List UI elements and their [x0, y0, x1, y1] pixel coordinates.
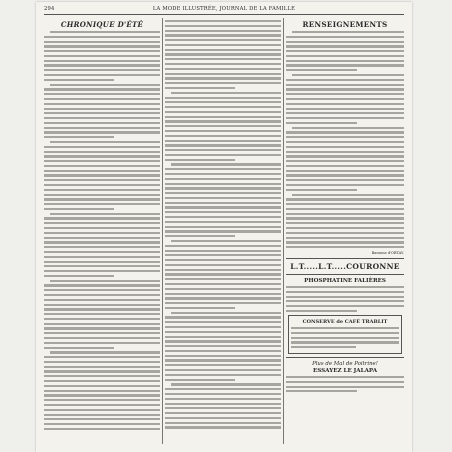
text-line	[50, 280, 160, 282]
text-line	[44, 74, 160, 76]
text-line	[165, 302, 281, 304]
text-line	[44, 189, 160, 191]
text-line	[292, 74, 404, 76]
text-line	[165, 316, 281, 318]
text-line	[44, 88, 160, 90]
text-line	[165, 393, 281, 395]
journal-title: LA MODE ILLUSTRÉE, JOURNAL DE LA FAMILLE	[152, 6, 296, 12]
newspaper-page	[36, 2, 412, 452]
text-line	[44, 131, 160, 133]
text-line	[50, 141, 160, 143]
text-line	[165, 168, 281, 170]
column-divider	[162, 18, 163, 444]
text-line	[44, 217, 160, 219]
text-line	[165, 230, 281, 232]
text-line	[44, 232, 160, 234]
text-line	[292, 194, 404, 196]
text-line	[44, 265, 160, 267]
text-line	[44, 155, 160, 157]
text-line	[44, 117, 160, 119]
text-line	[44, 146, 160, 148]
text-line	[165, 206, 281, 208]
text-line	[44, 275, 114, 277]
text-line	[44, 313, 160, 315]
text-line	[286, 305, 404, 307]
text-line	[286, 291, 404, 293]
text-line	[50, 84, 160, 86]
text-line	[165, 336, 281, 338]
text-line	[44, 356, 160, 358]
text-line	[165, 340, 281, 342]
text-line	[165, 154, 281, 156]
text-line	[171, 92, 281, 94]
text-line	[286, 84, 404, 86]
text-line	[165, 350, 281, 352]
text-line	[286, 286, 404, 288]
text-line	[286, 310, 357, 312]
text-line	[165, 58, 281, 60]
text-line	[286, 55, 404, 57]
text-line	[44, 198, 160, 200]
text-line	[44, 361, 160, 363]
text-line	[165, 178, 281, 180]
text-line	[44, 308, 160, 310]
text-line	[44, 165, 160, 167]
advertisement-cafe	[288, 315, 402, 354]
text-line	[165, 307, 235, 309]
text-line	[286, 390, 357, 392]
text-line	[165, 82, 281, 84]
text-line	[50, 213, 160, 215]
text-line	[165, 135, 281, 137]
text-line	[44, 108, 160, 110]
text-line	[286, 203, 404, 205]
text-line	[286, 64, 404, 66]
text-line	[165, 106, 281, 108]
text-line	[291, 341, 399, 343]
text-line	[286, 381, 404, 383]
text-line	[286, 232, 404, 234]
text-line	[165, 216, 281, 218]
text-line	[44, 366, 160, 368]
divider	[286, 274, 404, 275]
text-line	[286, 45, 404, 47]
text-line	[286, 112, 404, 114]
text-line	[165, 379, 235, 381]
text-line	[286, 213, 404, 215]
text-line	[44, 69, 160, 71]
text-line	[44, 327, 160, 329]
text-line	[286, 141, 404, 143]
text-line	[44, 241, 160, 243]
text-line	[44, 423, 160, 425]
text-line	[44, 208, 114, 210]
text-line	[286, 222, 404, 224]
text-line	[291, 346, 356, 348]
text-line	[165, 283, 281, 285]
text-line	[44, 380, 160, 382]
text-line	[286, 88, 404, 90]
text-line	[165, 422, 281, 424]
text-line	[286, 237, 404, 239]
text-line	[165, 359, 281, 361]
text-line	[44, 337, 160, 339]
text-line	[165, 221, 281, 223]
text-line	[44, 127, 160, 129]
text-line	[286, 69, 357, 71]
text-line	[44, 50, 160, 52]
text-line	[171, 163, 281, 165]
text-line	[165, 245, 281, 247]
text-line	[286, 198, 404, 200]
text-line	[44, 418, 160, 420]
text-line	[286, 79, 404, 81]
text-line	[165, 173, 281, 175]
text-line	[165, 345, 281, 347]
chronique-body	[44, 31, 160, 430]
text-line	[44, 160, 160, 162]
text-line	[44, 64, 160, 66]
text-line	[286, 136, 404, 138]
text-line	[286, 165, 404, 167]
text-line	[165, 63, 281, 65]
text-line	[44, 375, 160, 377]
column-divider	[283, 18, 284, 444]
text-line	[286, 296, 404, 298]
text-line	[44, 194, 160, 196]
text-line	[165, 226, 281, 228]
text-line	[44, 170, 160, 172]
text-line	[44, 299, 160, 301]
text-line	[165, 412, 281, 414]
text-line	[44, 103, 160, 105]
text-line	[165, 30, 281, 32]
text-line	[286, 60, 404, 62]
text-line	[165, 269, 281, 271]
text-line	[165, 25, 281, 27]
text-line	[291, 332, 399, 334]
text-line	[286, 98, 404, 100]
text-line	[165, 259, 281, 261]
text-line	[165, 369, 281, 371]
text-line	[165, 293, 281, 295]
text-line	[44, 45, 160, 47]
text-line	[165, 73, 281, 75]
column-continued	[165, 18, 281, 444]
text-line	[286, 386, 404, 388]
text-line	[165, 264, 281, 266]
text-line	[44, 222, 160, 224]
text-line	[165, 202, 281, 204]
text-line	[44, 93, 160, 95]
text-line	[44, 179, 160, 181]
text-line	[44, 347, 114, 349]
chronique-heading: CHRONIQUE D'ÉTÉ	[60, 20, 144, 29]
text-line	[286, 217, 404, 219]
text-line	[165, 125, 281, 127]
text-line	[165, 211, 281, 213]
text-line	[165, 278, 281, 280]
text-line	[44, 342, 160, 344]
text-line	[44, 284, 160, 286]
text-line	[165, 187, 281, 189]
text-line	[165, 183, 281, 185]
jalapa-body	[286, 376, 404, 393]
text-line	[165, 355, 281, 357]
text-line	[291, 337, 399, 339]
text-line	[165, 426, 281, 428]
text-line	[44, 246, 160, 248]
text-line	[44, 41, 160, 43]
text-line	[44, 122, 160, 124]
text-line	[292, 31, 404, 33]
text-line	[165, 192, 281, 194]
text-line	[171, 383, 281, 385]
text-line	[44, 55, 160, 57]
text-line	[286, 117, 404, 119]
text-line	[44, 98, 160, 100]
text-line	[50, 351, 160, 353]
divider	[286, 258, 404, 259]
text-line	[44, 261, 160, 263]
text-line	[286, 184, 404, 186]
renseignements-body	[286, 31, 404, 248]
text-line	[291, 327, 399, 329]
cafe-title: CONSERVE de CAFÉ TRABLIT	[302, 319, 388, 326]
text-line	[44, 318, 160, 320]
text-line	[44, 409, 160, 411]
text-line	[286, 241, 404, 243]
text-line	[286, 103, 404, 105]
text-line	[44, 270, 160, 272]
renseignements-heading: RENSEIGNEMENTS	[302, 20, 388, 29]
text-line	[165, 111, 281, 113]
text-line	[44, 428, 160, 430]
text-line	[165, 159, 235, 161]
text-line	[165, 403, 281, 405]
text-line	[44, 332, 160, 334]
text-line	[286, 122, 357, 124]
text-line	[165, 20, 281, 22]
text-line	[44, 404, 160, 406]
text-line	[286, 179, 404, 181]
text-line	[44, 370, 160, 372]
text-line	[44, 399, 160, 401]
text-line	[165, 321, 281, 323]
text-line	[286, 376, 404, 378]
text-line	[165, 388, 281, 390]
text-line	[286, 131, 404, 133]
text-line	[286, 227, 404, 229]
text-line	[165, 364, 281, 366]
column-renseignements	[286, 18, 404, 444]
cafe-body	[291, 327, 399, 348]
text-line	[286, 108, 404, 110]
text-line	[165, 326, 281, 328]
text-line	[286, 246, 404, 248]
text-line	[165, 77, 281, 79]
text-line	[44, 112, 160, 114]
text-line	[165, 235, 235, 237]
text-line	[286, 146, 404, 148]
text-line	[165, 87, 235, 89]
text-line	[44, 294, 160, 296]
renseignements-signature: Baronne d'ORTAY.	[371, 250, 404, 255]
text-line	[165, 97, 281, 99]
text-line	[165, 398, 281, 400]
column-chronique	[44, 18, 160, 444]
text-line	[44, 136, 114, 138]
text-line	[165, 374, 281, 376]
text-line	[44, 174, 160, 176]
text-line	[44, 203, 160, 205]
text-line	[44, 304, 160, 306]
text-line	[286, 155, 404, 157]
text-line	[165, 197, 281, 199]
text-line	[286, 160, 404, 162]
text-line	[165, 273, 281, 275]
text-line	[165, 101, 281, 103]
text-line	[165, 417, 281, 419]
text-line	[165, 250, 281, 252]
text-line	[44, 394, 160, 396]
text-line	[286, 300, 404, 302]
text-line	[44, 323, 160, 325]
phosphatine-body	[286, 286, 404, 312]
text-line	[165, 407, 281, 409]
page-header	[44, 5, 404, 15]
text-line	[165, 331, 281, 333]
text-line	[171, 312, 281, 314]
text-line	[44, 256, 160, 258]
text-line	[165, 68, 281, 70]
text-line	[50, 31, 160, 33]
advertisement-couronne: L.T.....L.T.....COURONNE	[290, 261, 400, 271]
text-line	[44, 251, 160, 253]
text-line	[286, 151, 404, 153]
text-line	[44, 390, 160, 392]
text-line	[292, 127, 404, 129]
text-line	[44, 289, 160, 291]
text-line	[44, 385, 160, 387]
text-line	[44, 60, 160, 62]
text-line	[165, 254, 281, 256]
text-line	[286, 208, 404, 210]
text-line	[165, 44, 281, 46]
text-line	[286, 170, 404, 172]
text-line	[165, 144, 281, 146]
text-line	[44, 237, 160, 239]
text-line	[286, 93, 404, 95]
advertisement-jalapa: ESSAYEZ LE JALAPA	[312, 367, 378, 374]
advertisement-jalapa-tagline: Plus de Mal de Poitrine!	[312, 360, 378, 367]
text-line	[165, 140, 281, 142]
text-line	[165, 130, 281, 132]
text-line	[165, 53, 281, 55]
text-line	[44, 227, 160, 229]
text-line	[165, 149, 281, 151]
text-line	[44, 151, 160, 153]
text-line	[165, 288, 281, 290]
text-line	[286, 41, 404, 43]
text-line	[165, 34, 281, 36]
text-line	[165, 49, 281, 51]
divider	[286, 357, 404, 358]
text-line	[286, 174, 404, 176]
text-line	[165, 116, 281, 118]
text-line	[165, 120, 281, 122]
text-line	[44, 36, 160, 38]
text-line	[165, 297, 281, 299]
text-line	[286, 36, 404, 38]
text-line	[44, 79, 114, 81]
text-line	[165, 39, 281, 41]
text-line	[44, 184, 160, 186]
page-number: 294	[44, 6, 55, 12]
text-line	[286, 50, 404, 52]
advertisement-phosphatine: PHOSPHATINE FALIÈRES	[304, 277, 386, 284]
text-line	[44, 414, 160, 416]
text-line	[286, 189, 357, 191]
continued-body	[165, 20, 281, 429]
text-line	[171, 240, 281, 242]
